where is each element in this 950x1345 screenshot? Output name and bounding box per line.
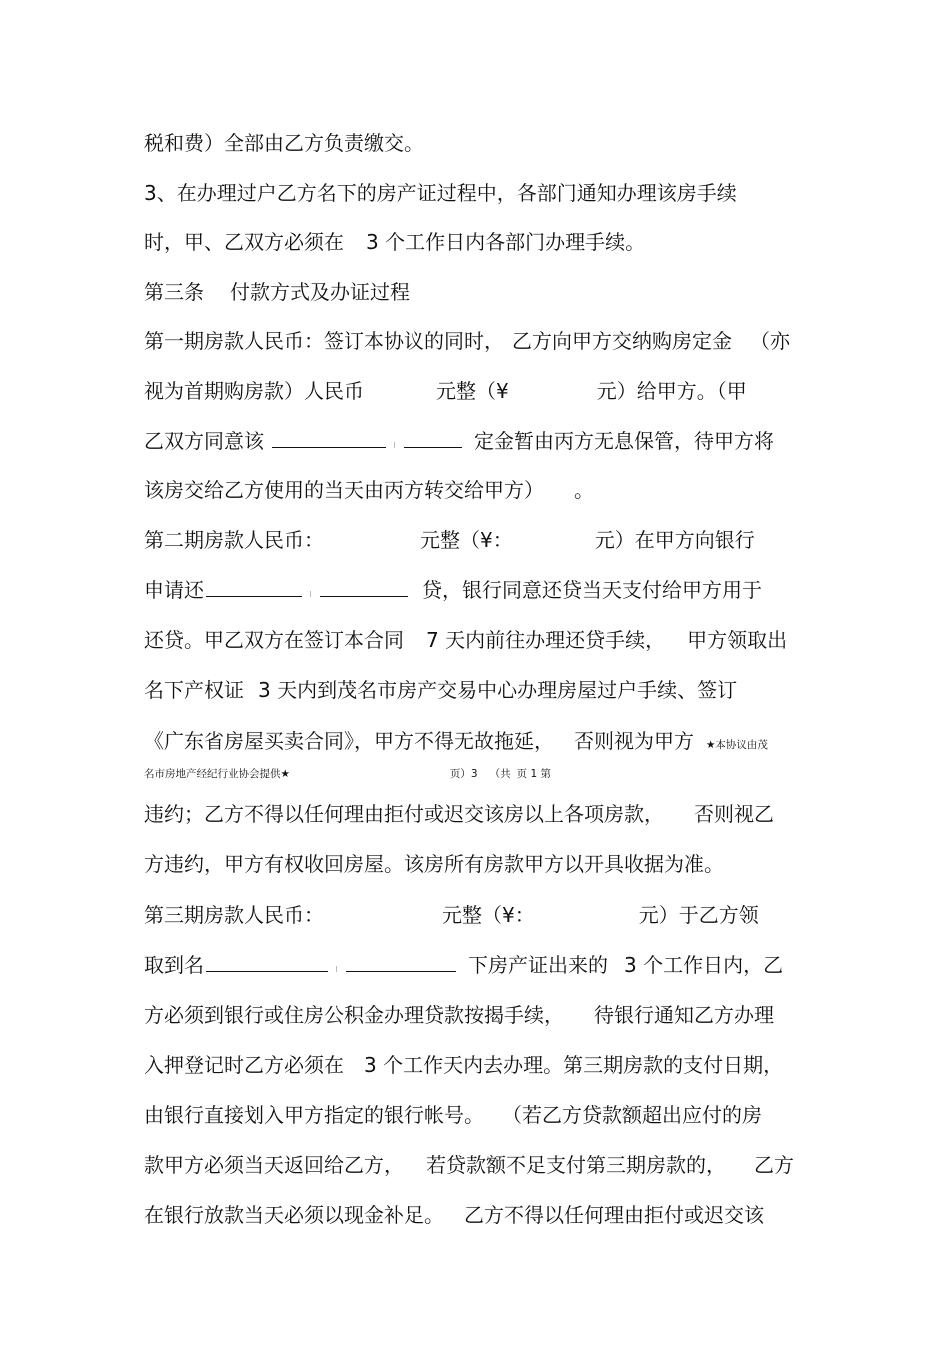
section-heading — [144, 280, 410, 304]
text: 元整（¥： — [420, 528, 513, 552]
text-line — [144, 729, 768, 753]
text-line — [144, 1153, 794, 1177]
text: 款甲方必须当天返回给乙方， — [144, 1153, 404, 1177]
text: （亦 — [750, 329, 790, 353]
text-line — [144, 678, 737, 702]
text: 3 个工作天内去办理。第三期房款的支付日期， — [364, 1053, 784, 1077]
text: 由银行直接划入甲方指定的银行帐号。 — [144, 1103, 484, 1127]
text-line — [144, 1203, 764, 1227]
text: 取到名 — [144, 953, 204, 977]
text: 。 — [574, 478, 594, 502]
text-line — [144, 478, 594, 502]
footer-notice: ★本协议由茂 — [706, 739, 768, 751]
text: 还贷。甲乙双方在签订本合同 — [144, 628, 404, 652]
text: 第一期房款人民币：签订本协议的同时， — [144, 329, 504, 353]
text: 3、在办理过户乙方名下的房产证过程中，各部门通知办理该房手续 — [144, 181, 737, 205]
page-footer — [144, 767, 551, 781]
text: 税和费）全部由乙方负责缴交。 — [144, 131, 424, 155]
text: 方违约，甲方有权收回房屋。该房所有房款甲方以开具收据为准。 — [144, 852, 724, 876]
blank-field[interactable] — [272, 446, 386, 448]
text: 若贷款额不足支付第三期房款的， — [426, 1153, 726, 1177]
text-line — [144, 528, 755, 552]
article-title: 付款方式及办证过程 — [230, 280, 410, 304]
text: 元）给甲方。（甲 — [596, 379, 747, 403]
text: 方必须到银行或住房公积金办理贷款按揭手续， — [144, 1003, 564, 1027]
divider — [336, 966, 338, 972]
text-line — [144, 131, 424, 155]
text: 申请还 — [144, 578, 204, 602]
text: 7 天内前往办理还贷手续， — [426, 628, 666, 652]
text: 违约；乙方不得以任何理由拒付或迟交该房以上各项房款， — [144, 802, 664, 826]
text-line — [144, 903, 759, 927]
text: 元整（¥ — [436, 379, 509, 403]
footer-notice: 名市房地产经纪行业协会提供★ — [144, 768, 290, 780]
text: 入押登记时乙方必须在 — [144, 1053, 344, 1077]
blank-field[interactable] — [404, 446, 462, 448]
text: 元）于乙方领 — [638, 903, 759, 927]
text: 3 个工作日内，乙 — [624, 953, 784, 977]
page-number: 页）3 — [449, 768, 478, 780]
text: 《广东省房屋买卖合同》，甲方不得无故拖延， — [144, 729, 554, 753]
text-line — [144, 1003, 774, 1027]
text: 元）在甲方向银行 — [594, 528, 755, 552]
blank-field[interactable] — [346, 970, 456, 972]
text-line — [144, 953, 783, 977]
text-line — [144, 379, 747, 403]
text: 否则视乙 — [694, 802, 774, 826]
text: 时，甲、乙双方必须在 — [144, 230, 344, 254]
text: 甲方领取出 — [687, 628, 788, 652]
article-number: 第三条 — [144, 280, 204, 304]
text: 乙方 — [754, 1153, 794, 1177]
text: 该房交给乙方使用的当天由丙方转交给甲方） — [144, 478, 544, 502]
text-line — [144, 578, 762, 602]
text: 3 个工作日内各部门办理手续。 — [366, 230, 646, 254]
text-line — [144, 181, 737, 205]
blank-field[interactable] — [206, 595, 302, 597]
text: 乙双方同意该 — [144, 429, 264, 453]
text-line — [144, 852, 724, 876]
text: 第二期房款人民币： — [144, 528, 324, 552]
text: 在银行放款当天必须以现金补足。 — [144, 1203, 444, 1227]
text-line — [144, 429, 774, 453]
text: 乙方向甲方交纳购房定金 — [512, 329, 732, 353]
divider — [310, 591, 312, 597]
blank-field[interactable] — [320, 595, 408, 597]
text: 3 天内到茂名市房产交易中心办理房屋过户手续、签订 — [258, 678, 738, 702]
text: 否则视为甲方 — [574, 729, 694, 753]
text: 定金暂由丙方无息保管，待甲方将 — [474, 429, 774, 453]
text: （若乙方贷款额超出应付的房 — [502, 1103, 762, 1127]
text-line — [144, 802, 774, 826]
text-line — [144, 628, 787, 652]
text-line — [144, 230, 645, 254]
text: 贷，银行同意还贷当天支付给甲方用于 — [422, 578, 762, 602]
text: 视为首期购房款）人民币 — [144, 379, 364, 403]
text: 下房产证出来的 — [468, 953, 608, 977]
text-line — [144, 1053, 783, 1077]
divider — [394, 442, 396, 448]
page-label: 页 1 第 — [516, 768, 551, 780]
page-total: （共 — [489, 768, 511, 780]
text: 第三期房款人民币： — [144, 903, 324, 927]
text: 元整（¥： — [442, 903, 535, 927]
blank-field[interactable] — [206, 970, 328, 972]
text: 名下产权证 — [144, 678, 244, 702]
text-line — [144, 1103, 762, 1127]
text: 乙方不得以任何理由拒付或迟交该 — [464, 1203, 764, 1227]
text-line — [144, 329, 790, 353]
text: 待银行通知乙方办理 — [594, 1003, 774, 1027]
